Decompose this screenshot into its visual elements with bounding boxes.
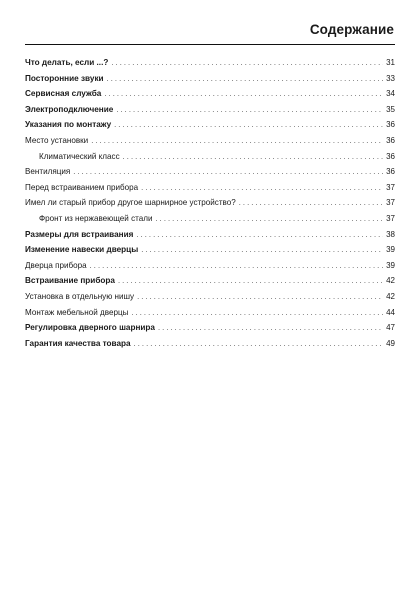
toc-entry-label: Установка в отдельную нишу (25, 291, 135, 301)
toc-entry[interactable] (25, 102, 395, 118)
toc-entry[interactable] (25, 149, 395, 165)
toc-entry-label: Изменение навески дверцы (25, 245, 139, 255)
dot-leader (111, 55, 383, 71)
toc-page-number: 36 (386, 135, 395, 145)
dot-leader (141, 180, 383, 196)
toc-entry[interactable] (25, 320, 395, 336)
toc-entry[interactable] (25, 258, 395, 274)
toc-page-number: 37 (386, 213, 395, 223)
dot-leader (104, 86, 383, 102)
toc-entry-label: Посторонние звуки (25, 73, 104, 83)
toc-entry-label: Размеры для встраивания (25, 229, 134, 239)
toc-entry-label: Дверца прибора (25, 260, 87, 270)
dot-leader (137, 289, 383, 305)
toc-page-number: 37 (386, 198, 395, 208)
toc-entry-label: Климатический класс (39, 151, 120, 161)
toc-entry-label: Перед встраиванием прибора (25, 182, 139, 192)
toc-entry-label: Монтаж мебельной дверцы (25, 307, 129, 317)
toc-entry[interactable] (25, 211, 395, 227)
toc-page-number: 36 (386, 151, 395, 161)
dot-leader (123, 149, 383, 165)
toc-entry-label: Указания по монтажу (25, 120, 112, 130)
toc-page-number: 34 (386, 89, 395, 99)
toc-entry[interactable] (25, 164, 395, 180)
toc-page-number: 35 (386, 104, 395, 114)
toc-entry-label: Что делать, если ...? (25, 58, 109, 67)
toc-entry[interactable] (25, 336, 395, 352)
table-of-contents (25, 55, 395, 351)
toc-entry[interactable] (25, 242, 395, 258)
dot-leader (134, 336, 384, 352)
toc-page-number: 49 (386, 338, 395, 348)
dot-leader (91, 133, 383, 149)
toc-page-number: 42 (386, 276, 395, 286)
toc-page-number: 38 (386, 229, 395, 239)
toc-page-number: 36 (386, 167, 395, 177)
dot-leader (114, 117, 383, 133)
dot-leader (131, 305, 383, 321)
toc-entry[interactable] (25, 55, 395, 71)
dot-leader (239, 195, 383, 211)
toc-entry-label: Регулировка дверного шарнира (25, 323, 155, 333)
toc-entry-label: Гарантия качества товара (25, 338, 131, 348)
toc-entry[interactable] (25, 180, 395, 196)
toc-entry[interactable] (25, 289, 395, 305)
toc-entry-label: Встраивание прибора (25, 276, 115, 286)
dot-leader (116, 102, 383, 118)
dot-leader (107, 71, 384, 87)
toc-page-number: 47 (386, 323, 395, 333)
dot-leader (155, 211, 383, 227)
toc-page-number: 36 (386, 120, 395, 130)
toc-entry[interactable] (25, 227, 395, 243)
dot-leader (118, 273, 383, 289)
toc-page-number: 42 (386, 291, 395, 301)
toc-page-number: 39 (386, 260, 395, 270)
toc-page-number: 31 (386, 58, 395, 67)
toc-entry-label: Место установки (25, 135, 89, 145)
toc-entry[interactable] (25, 195, 395, 211)
toc-page-number: 44 (386, 307, 395, 317)
toc-entry-label: Сервисная служба (25, 89, 102, 99)
dot-leader (90, 258, 383, 274)
toc-entry-label: Фронт из нержавеющей стали (39, 213, 153, 223)
dot-leader (141, 242, 383, 258)
toc-page-number: 37 (386, 182, 395, 192)
toc-entry[interactable] (25, 305, 395, 321)
page-title: Содержание (309, 22, 394, 37)
dot-leader (73, 164, 383, 180)
title-divider (25, 44, 395, 45)
toc-entry[interactable] (25, 86, 395, 102)
toc-entry[interactable] (25, 117, 395, 133)
toc-entry[interactable] (25, 273, 395, 289)
toc-page-number: 33 (386, 73, 395, 83)
toc-entry[interactable] (25, 71, 395, 87)
dot-leader (136, 227, 383, 243)
dot-leader (158, 320, 383, 336)
toc-entry-label: Имел ли старый прибор другое шарнирное устройство? (25, 198, 236, 208)
toc-page-number: 39 (386, 245, 395, 255)
toc-entry-label: Вентиляция (25, 167, 71, 177)
toc-entry-label: Электроподключение (25, 104, 114, 114)
toc-entry[interactable] (25, 133, 395, 149)
